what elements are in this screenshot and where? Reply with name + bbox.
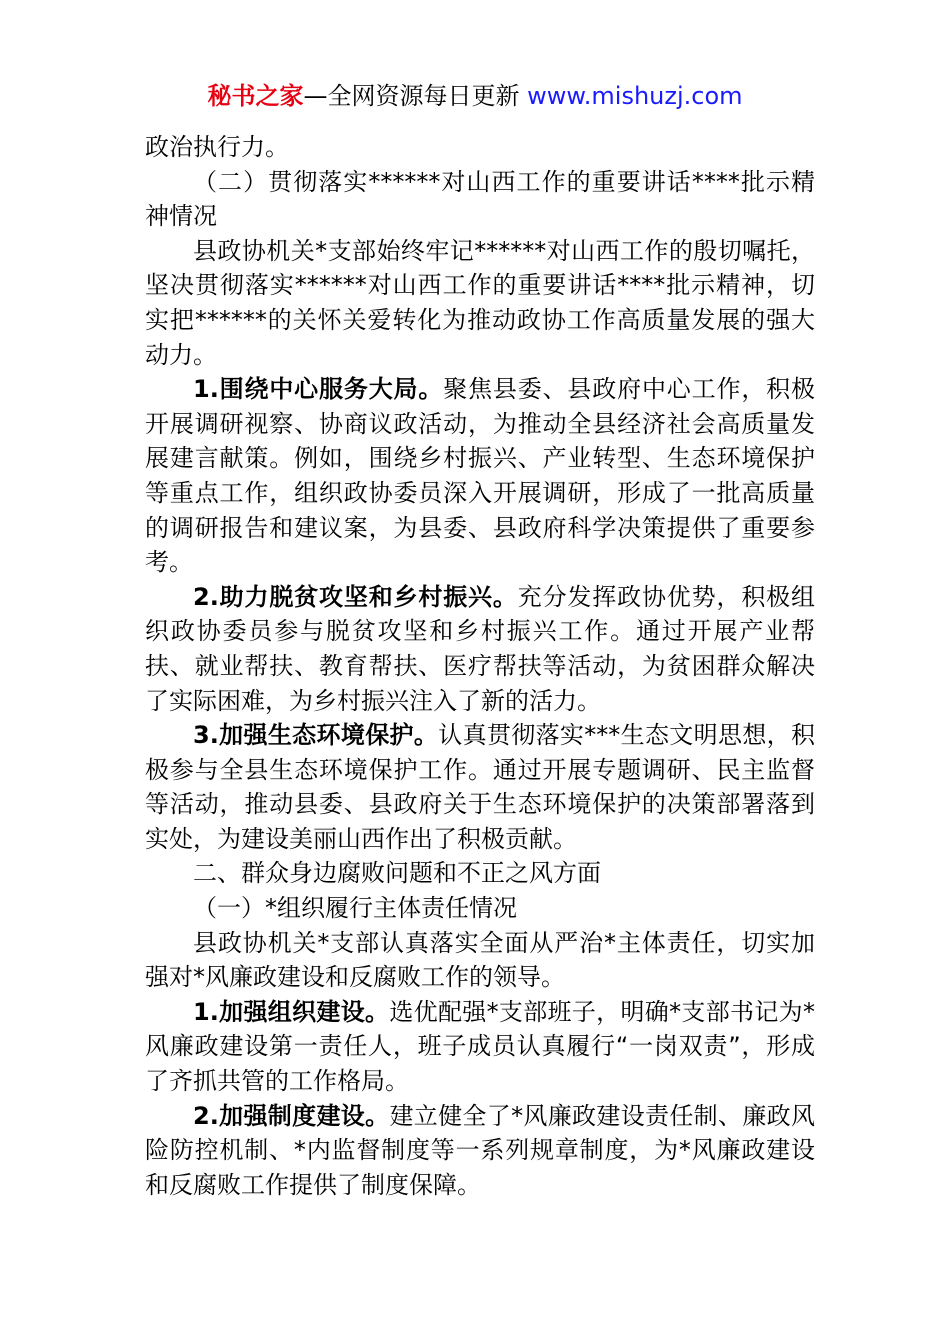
paragraph-item-1 [145, 995, 815, 1099]
item-lead: 2.加强制度建设。 [193, 1101, 390, 1130]
item-text: 充分发挥政协优势，积极组织政协委员参与脱贫攻坚和乡村振兴工作。通过开展产业帮扶、就业帮扶、教育帮扶、医疗帮扶等活动，为贫困群众解决了实际困难，为乡村振兴注入了新的活力。 [145, 582, 815, 715]
site-tagline: —全网资源每日更新 [303, 82, 528, 110]
paragraph-item-2 [145, 580, 815, 718]
paragraph: 县政协机关*支部始终牢记******对山西工作的殷切嘱托，坚决贯彻落实******对山西工作的重要讲话****批示精神，切实把******的关怀关爱转化为推动政协工作高质量发展的强大动力。 [145, 236, 815, 369]
site-url: www.mishuzj.com [527, 82, 743, 110]
paragraph: 县政协机关*支部认真落实全面从严治*主体责任，切实加强对*风廉政建设和反腐败工作的领导。 [145, 928, 815, 992]
paragraph-item-3 [145, 718, 815, 856]
paragraph-item-2 [145, 1099, 815, 1203]
item-text: 建立健全了*风廉政建设责任制、廉政风险防控机制、*内监督制度等一系列规章制度，为*风廉政建设和反腐败工作提供了制度保障。 [145, 1101, 815, 1199]
document-body [145, 130, 815, 1202]
item-lead: 1.加强组织建设。 [193, 997, 390, 1026]
item-text: 聚焦县委、县政府中心工作，积极开展调研视察、协商议政活动，为推动全县经济社会高质量发展建言献策。例如，围绕乡村振兴、产业转型、生态环境保护等重点工作，组织政协委员深入开展调研，形成了一批高质量的调研报告和建议案，为县委、县政府科学决策提供了重要参考。 [145, 375, 816, 577]
item-text: 认真贯彻落实***生态文明思想，积极参与全县生态环境保护工作。通过开展专题调研、民主监督等活动，推动县委、县政府关于生态环境保护的决策部署落到实处，为建设美丽山西作出了积极贡献。 [145, 721, 816, 853]
section-heading-2: （二）贯彻落实******对山西工作的重要讲话****批示精神情况 [145, 167, 815, 231]
site-brand: 秘书之家 [207, 82, 304, 110]
section-heading-major: 二、群众身边腐败问题和不正之风方面 [193, 859, 601, 888]
site-banner [0, 80, 950, 112]
item-lead: 1.围绕中心服务大局。 [193, 375, 444, 404]
section-heading-1: （一）*组织履行主体责任情况 [193, 894, 517, 923]
item-lead: 3.加强生态环境保护。 [193, 721, 439, 750]
item-text: 选优配强*支部班子，明确*支部书记为*风廉政建设第一责任人，班子成员认真履行“一岗双责”，形成了齐抓共管的工作格局。 [145, 997, 815, 1096]
paragraph-continuation: 政治执行力。 [145, 133, 289, 161]
paragraph-item-1 [145, 372, 815, 580]
item-lead: 2.助力脱贫攻坚和乡村振兴。 [193, 582, 518, 611]
